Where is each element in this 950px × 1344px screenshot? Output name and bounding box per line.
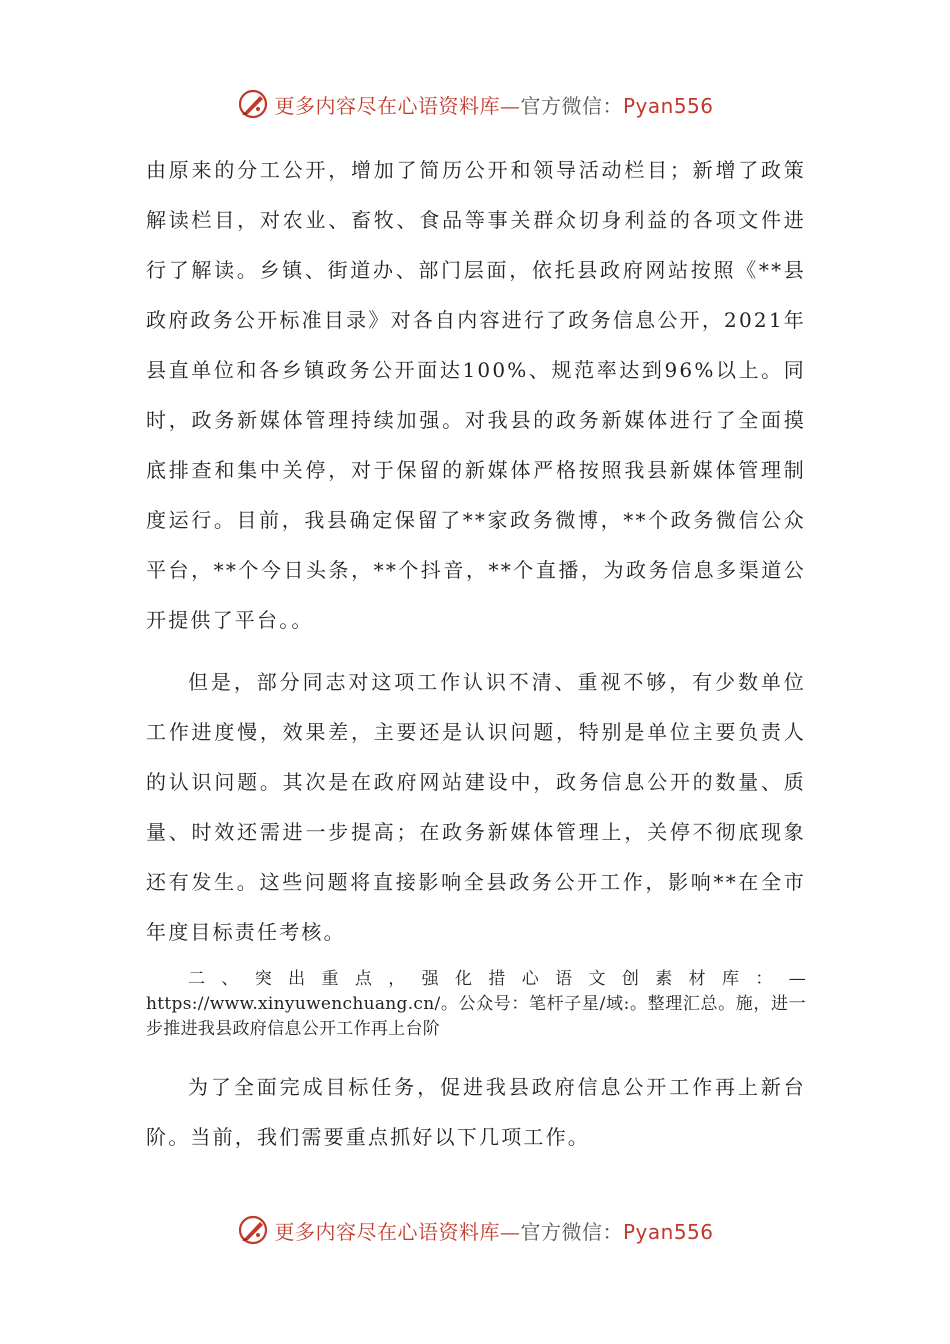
pen-logo-icon [236, 87, 270, 121]
banner-wechat-id: Pyan556 [622, 1219, 714, 1244]
section-heading [146, 967, 806, 1042]
paragraph-2: 但是，部分同志对这项工作认识不清、重视不够，有少数单位工作进度慢，效果差，主要还是认识问题，特别是单位主要负责人的认识问题。其次是在政府网站建设中，政务信息公开的数量、质量、时效还需进一步提高；在政务新媒体管理上，关停不彻底现象还有发生。这些问题将直接影响全县政务公开工作，影响**在全市年度目标责任考核。 [146, 670, 806, 944]
section-heading-title: 二、突出重点，强化措心语文创素材库： [188, 969, 789, 989]
banner-brand: 更多内容尽在心语资料库 [274, 1219, 500, 1244]
footer-banner [0, 1210, 950, 1250]
banner-text [274, 90, 713, 119]
pen-logo-icon [236, 1213, 270, 1247]
paragraph-3: 为了全面完成目标任务，促进我县政府信息公开工作再上新台阶。当前，我们需要重点抓好以下几项工作。 [146, 1075, 806, 1149]
banner-dash: — [499, 1219, 521, 1244]
paragraph-1: 由原来的分工公开，增加了简历公开和领导活动栏目；新增了政策解读栏目，对农业、畜牧、食品等事关群众切身利益的各项文件进行了解读。乡镇、街道办、部门层面，依托县政府网站按照《**县政府政务公开标准目录》对各自内容进行了政务信息公开，2021年县直单位和各乡镇政务公开面达100%、规范率达到96%以上。同时，政务新媒体管理持续加强。对我县的政务新媒体进行了全面摸底排查和集中关停，对于保留的新媒体严格按照我县新媒体管理制度运行。目前，我县确定保留了**家政务微博，**个政务微信公众平台，**个今日头条，**个抖音，**个直播，为政务信息多渠道公开提供了平台。。 [146, 158, 806, 632]
banner-wechat-id: Pyan556 [622, 93, 714, 118]
banner-dash: — [499, 93, 521, 118]
banner-wechat-label: 官方微信： [520, 1219, 623, 1244]
document-body [146, 145, 806, 1162]
banner-wechat-label: 官方微信： [520, 93, 623, 118]
section-heading-rest: — https://www.xinyuwenchuang.cn/。公众号：笔杆子星/域:。整理汇总。施，进一步推进我县政府信息公开工作再上台阶 [146, 969, 806, 1039]
header-banner [0, 84, 950, 124]
banner-text [274, 1216, 713, 1245]
banner-brand: 更多内容尽在心语资料库 [274, 93, 500, 118]
